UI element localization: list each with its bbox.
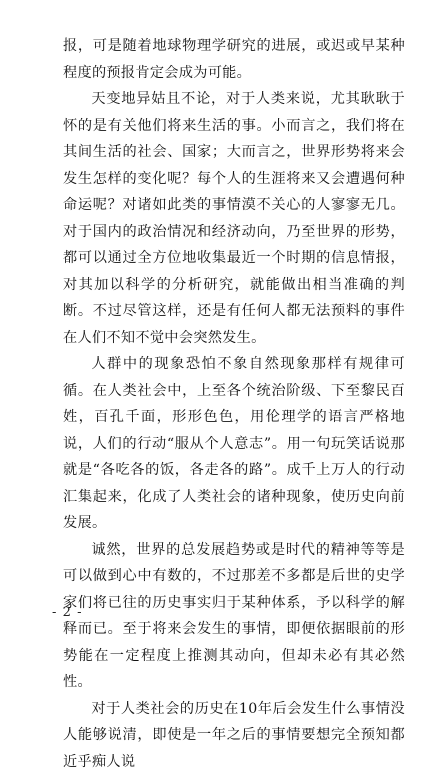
paragraph: 天变地异姑且不论，对于人类来说，尤其耿耿于怀的是有关他们将来生活的事。小而言之，我们将在其间生活的社会、国家；大而言之，世界形势将来会发生怎样的变化呢？每个人的生涯将来又会遭遇何种命运呢？对诸如此类的事情漠不关心的人寥寥无几。对于国内的政治情况和经济动向，乃至世界的形势，都可以通过全方位地收集最近一个时期的信息情报，对其加以科学的分析研究，就能做出相当准确的判断。不过尽管这样，还是有任何人都无法预料的事件在人们不知不觉中会突然发生。 [63,86,405,351]
body-text [63,33,405,775]
paragraph: 对于人类社会的历史在10年后会发生什么事情没人能够说清，即使是一年之后的事情要想完全预知都近乎痴人说 [63,696,405,775]
paragraph: 人群中的现象恐怕不象自然现象那样有规律可循。在人类社会中，上至各个统治阶级、下至黎民百姓，百孔千面，形形色色，用伦理学的语言严格地说，人们的行动“服从个人意志”。用一句玩笑话说那就是“各吃各的饭，各走各的路”。成千上万人的行动汇集起来，化成了人类社会的诸种现象，使历史向前发展。 [63,351,405,537]
paragraph-continuation: 报，可是随着地球物理学研究的进展，或迟或早某种程度的预报肯定会成为可能。 [63,33,405,86]
page-number: - 2 - [52,605,83,621]
paragraph: 诚然，世界的总发展趋势或是时代的精神等等是可以做到心中有数的，不过那差不多都是后世的史学家们将已往的历史事实归于某种体系，予以科学的解释而已。至于将来会发生的事情，即便依据眼前的形势能在一定程度上推测其动向，但却未必有其必然性。 [63,537,405,696]
